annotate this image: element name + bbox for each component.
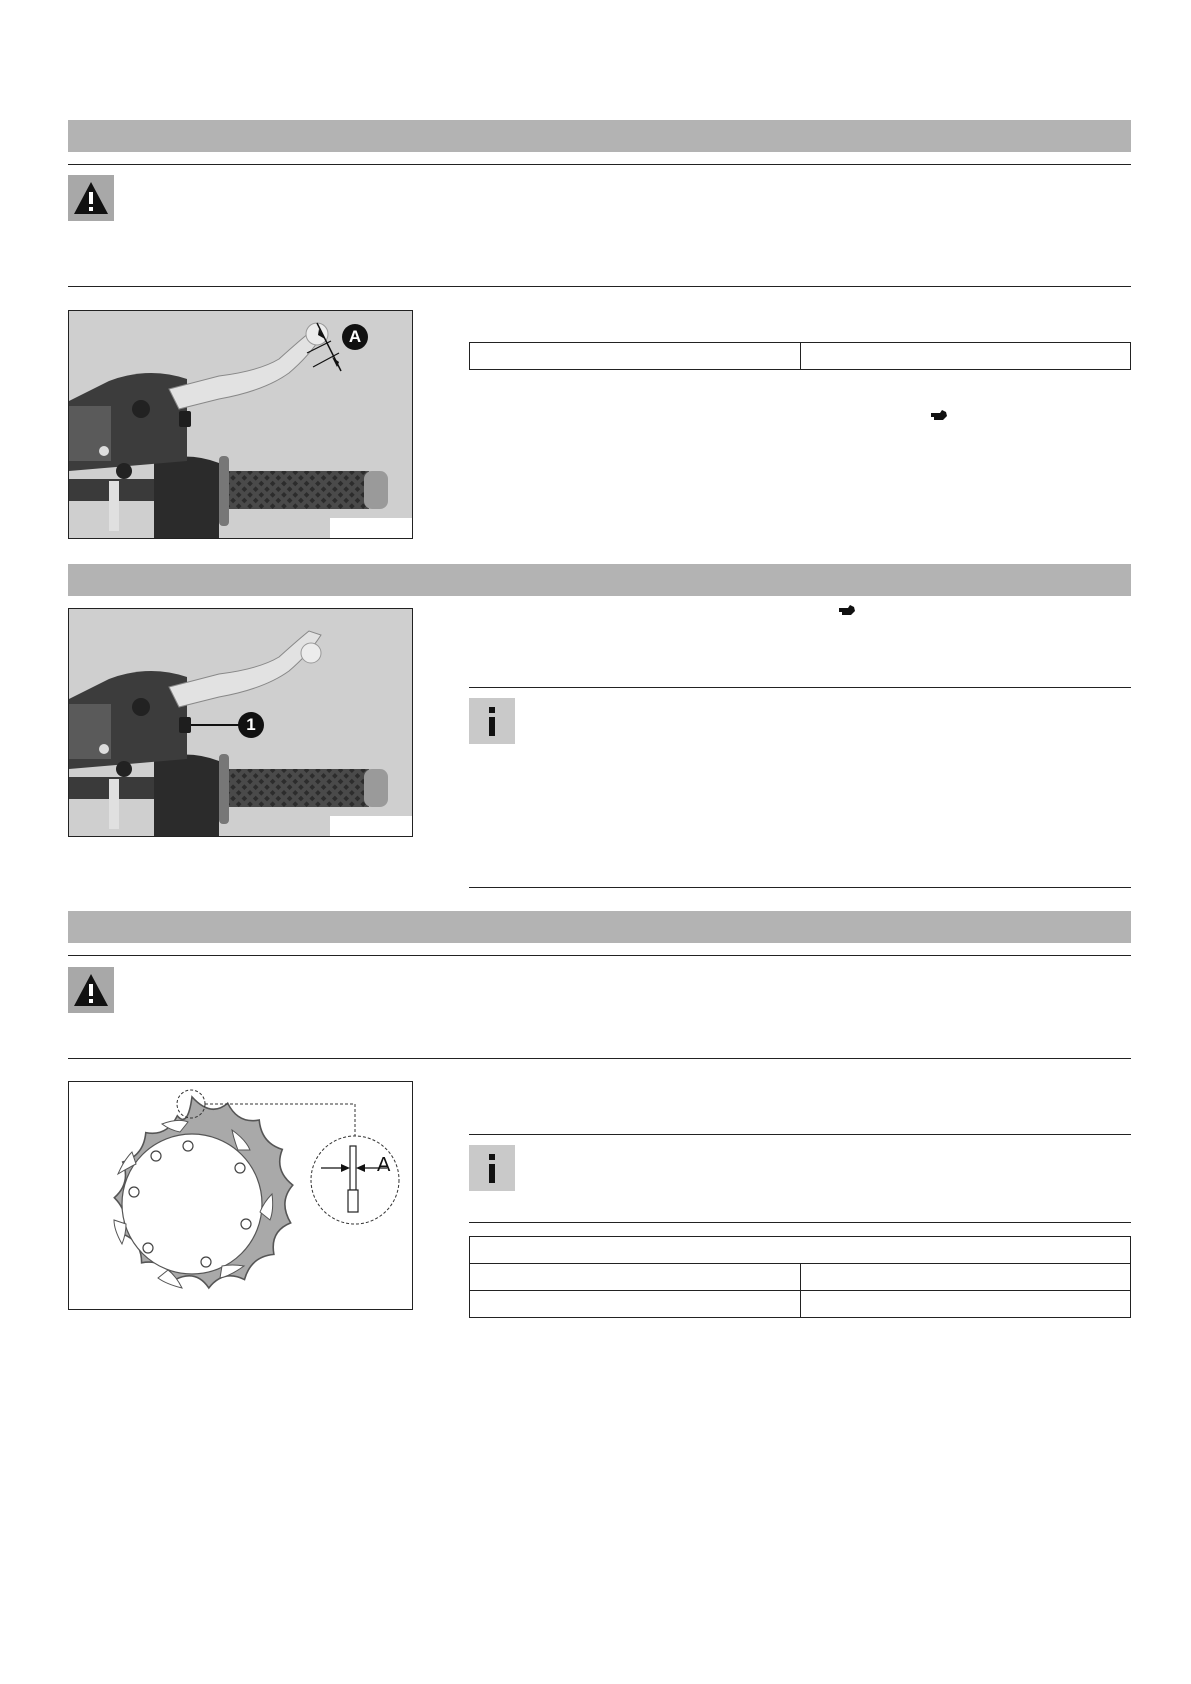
table-cell (800, 1264, 1131, 1291)
section-header-bar-1 (68, 120, 1131, 152)
hand-pointer-icon (930, 409, 948, 425)
table-cell (800, 343, 1131, 370)
spec-table-free-travel (469, 342, 1131, 370)
table-row (470, 1264, 1131, 1291)
figure-label-box (330, 518, 412, 538)
warning-icon (68, 175, 114, 221)
warning-top-rule-3 (68, 955, 1131, 956)
table-row (470, 1291, 1131, 1318)
callout-1-marker: 1 (238, 712, 264, 738)
table-header-row (470, 1237, 1131, 1264)
table-row (470, 343, 1131, 370)
figure-label-box (330, 816, 412, 836)
hand-pointer-icon (838, 604, 856, 620)
warning-bottom-rule-1 (68, 286, 1131, 287)
info-icon (469, 698, 515, 744)
info-icon (469, 1145, 515, 1191)
section-header-bar-2 (68, 564, 1131, 596)
info-bottom-rule-3 (469, 1222, 1131, 1223)
table-header-cell (470, 1237, 1131, 1264)
table-cell (470, 1264, 801, 1291)
table-cell (470, 343, 801, 370)
warning-icon (68, 967, 114, 1013)
spec-table-brake-disc (469, 1236, 1131, 1318)
section-header-bar-3 (68, 911, 1131, 943)
warning-top-rule-1 (68, 164, 1131, 165)
table-cell (470, 1291, 801, 1318)
table-cell (800, 1291, 1131, 1318)
info-top-rule-3 (469, 1134, 1131, 1135)
brake-disc-diagram (68, 1081, 413, 1310)
warning-bottom-rule-3 (68, 1058, 1131, 1059)
info-bottom-rule-2 (469, 887, 1131, 888)
info-top-rule-2 (469, 687, 1131, 688)
callout-a-marker: A (342, 324, 368, 350)
callout-a-label: A (377, 1154, 391, 1176)
